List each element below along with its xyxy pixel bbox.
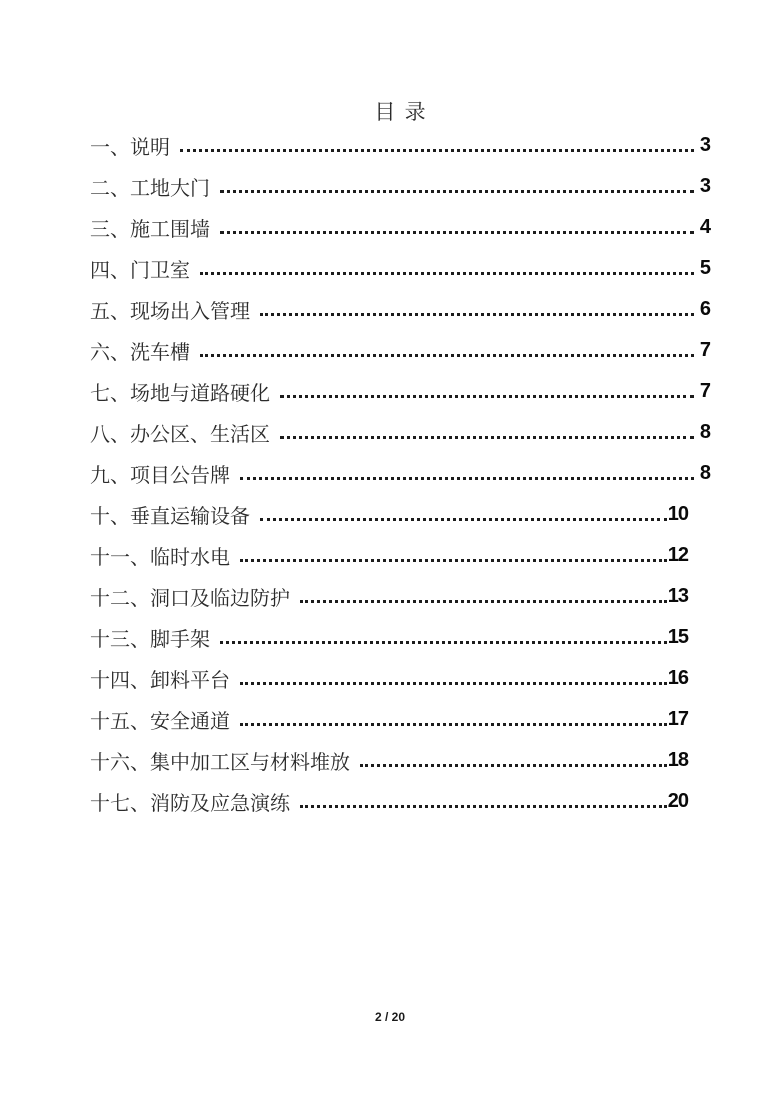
toc-entry-page: 3 xyxy=(699,134,710,156)
toc-entry-page: 13 xyxy=(667,585,688,607)
toc-entry xyxy=(90,248,710,289)
toc-entry-page: 4 xyxy=(699,216,710,238)
toc-entry-label: 十二、洞口及临边防护 xyxy=(90,588,290,610)
dot-leader xyxy=(300,805,667,808)
toc-entry-page: 8 xyxy=(699,462,710,484)
page-number-indicator: 2 / 20 xyxy=(374,1010,406,1024)
dot-leader xyxy=(200,272,694,275)
toc-entry-label: 四、门卫室 xyxy=(90,260,190,282)
dot-leader xyxy=(220,641,667,644)
dot-leader xyxy=(280,395,694,398)
dot-leader xyxy=(240,559,667,562)
toc-entry xyxy=(90,740,710,781)
toc-entry xyxy=(90,699,710,740)
toc-entry xyxy=(90,576,710,617)
dot-leader xyxy=(300,600,667,603)
toc-entry xyxy=(90,781,710,822)
toc-entry-page: 12 xyxy=(667,544,688,566)
toc-entry-label: 六、洗车槽 xyxy=(90,342,190,364)
toc-entry-page: 6 xyxy=(699,298,710,320)
toc-entry xyxy=(90,494,710,535)
toc-entry-label: 九、项目公告牌 xyxy=(90,465,230,487)
page-title: 目 录 xyxy=(374,100,428,124)
toc-entry-page: 7 xyxy=(699,339,710,361)
dot-leader xyxy=(260,518,667,521)
toc-entry xyxy=(90,535,710,576)
dot-leader xyxy=(360,764,667,767)
toc-entry xyxy=(90,330,710,371)
toc-entry-label: 一、说明 xyxy=(90,137,170,159)
toc-entry-page: 8 xyxy=(699,421,710,443)
toc-entry-page: 20 xyxy=(667,790,688,812)
toc-entry-label: 十五、安全通道 xyxy=(90,711,230,733)
toc-entry-page: 15 xyxy=(667,626,688,648)
toc-list xyxy=(90,125,710,822)
toc-entry-page: 5 xyxy=(699,257,710,279)
dot-leader xyxy=(240,723,667,726)
toc-entry xyxy=(90,371,710,412)
toc-entry-page: 10 xyxy=(667,503,688,525)
dot-leader xyxy=(240,477,694,480)
toc-entry-label: 十七、消防及应急演练 xyxy=(90,793,290,815)
toc-entry-label: 五、现场出入管理 xyxy=(90,301,250,323)
toc-entry xyxy=(90,453,710,494)
toc-entry-page: 17 xyxy=(667,708,688,730)
toc-entry-label: 十四、卸料平台 xyxy=(90,670,230,692)
toc-entry xyxy=(90,658,710,699)
toc-entry xyxy=(90,207,710,248)
toc-entry xyxy=(90,166,710,207)
toc-entry xyxy=(90,617,710,658)
dot-leader xyxy=(220,190,694,193)
toc-entry-page: 3 xyxy=(699,175,710,197)
toc-entry-label: 三、施工围墙 xyxy=(90,219,210,241)
toc-entry xyxy=(90,125,710,166)
toc-entry-page: 18 xyxy=(667,749,688,771)
toc-entry-label: 二、工地大门 xyxy=(90,178,210,200)
dot-leader xyxy=(260,313,694,316)
dot-leader xyxy=(240,682,667,685)
toc-entry-label: 十三、脚手架 xyxy=(90,629,210,651)
toc-entry-label: 十一、临时水电 xyxy=(90,547,230,569)
toc-entry xyxy=(90,412,710,453)
dot-leader xyxy=(200,354,694,357)
dot-leader xyxy=(220,231,694,234)
toc-entry-label: 十、垂直运输设备 xyxy=(90,506,250,528)
dot-leader xyxy=(280,436,694,439)
toc-entry xyxy=(90,289,710,330)
toc-entry-label: 八、办公区、生活区 xyxy=(90,424,270,446)
toc-entry-page: 7 xyxy=(699,380,710,402)
dot-leader xyxy=(180,149,694,152)
toc-entry-page: 16 xyxy=(667,667,688,689)
toc-entry-label: 十六、集中加工区与材料堆放 xyxy=(90,752,350,774)
toc-entry-label: 七、场地与道路硬化 xyxy=(90,383,270,405)
